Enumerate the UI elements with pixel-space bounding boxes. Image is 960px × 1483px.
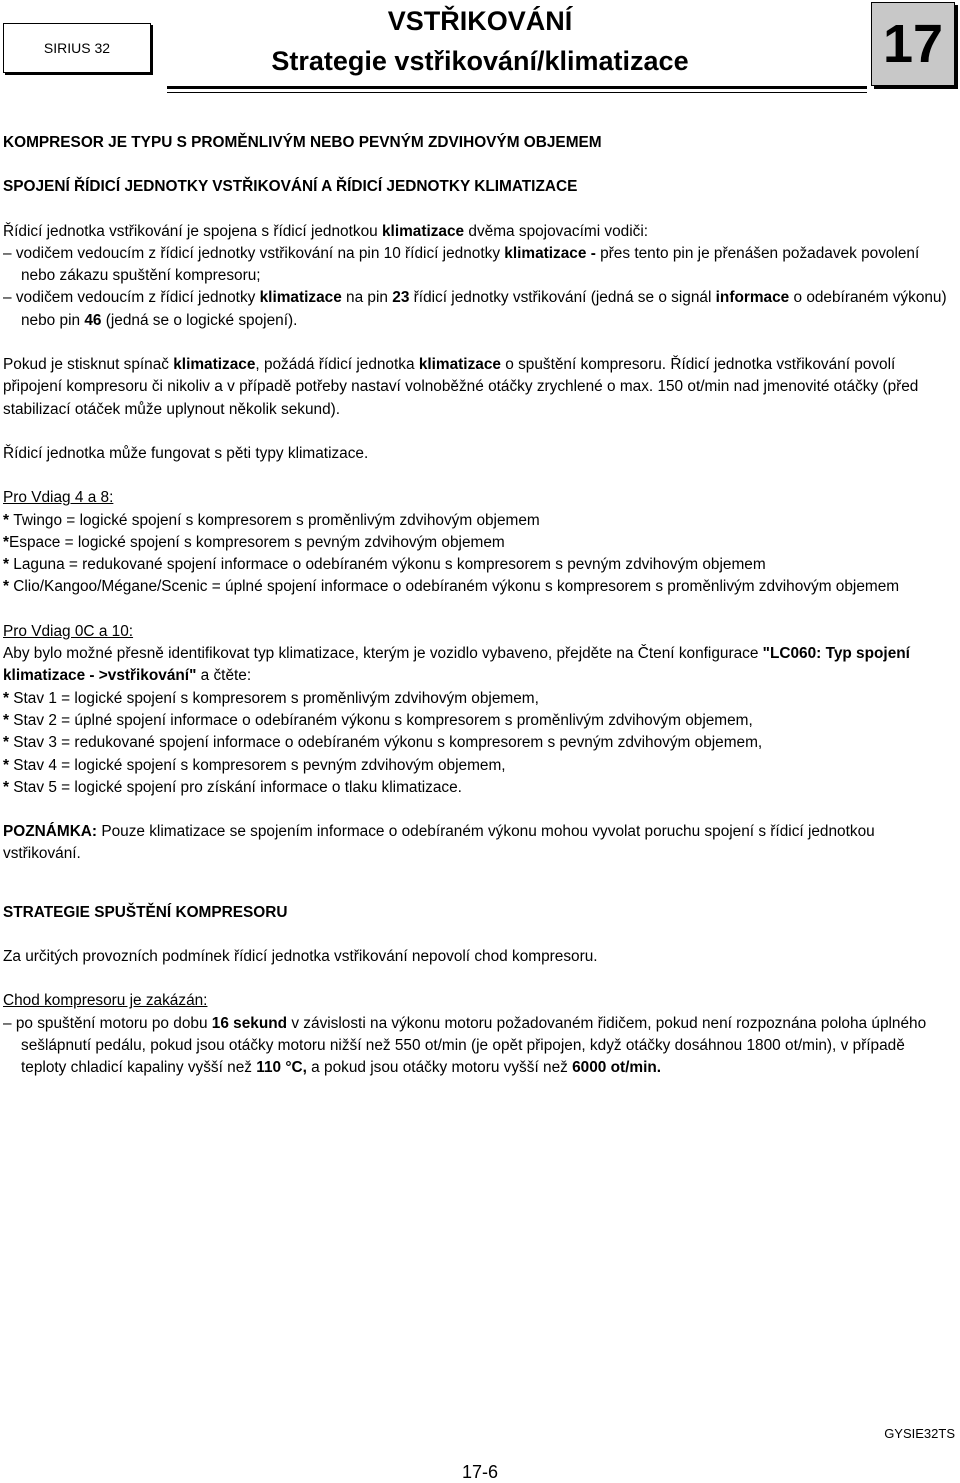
heading-compressor-type: KOMPRESOR JE TYPU S PROMĚNLIVÝM NEBO PEVNÝM ZDVIHOVÝM OBJEMEM [3, 134, 602, 151]
vdiag-0c-10-title: Pro Vdiag 0C a 10: [3, 622, 134, 640]
list-item: * Twingo = logické spojení s kompresorem s proměnlivým zdvihovým objemem [3, 511, 540, 529]
header-rule-thick [167, 86, 867, 89]
forbidden-item: – po spuštění motoru po dobu 16 sekund v závislosti na výkonu motoru požadovaném řidičem, pokud není rozpoznána poloha úplného sešlápnutí pedálu, pokud jsou otáčky motoru nižší než 550 ot/min (je opět připojen, když otáčky dosáhnou 1800 ot/min), v případě teploty chladicí kapaliny vyšší než 110 °C, a pokud jsou otáčky motoru vyšší než 6000 ot/min. [3, 1014, 927, 1077]
wire-item-2: – vodičem vedoucím z řídicí jednotky klimatizace na pin 23 řídicí jednotky vstřikování (jedná se o signál informace o odebíraném výkonu) nebo pin 46 (jedná se o logické spojení). [3, 289, 947, 329]
intro-paragraph: Řídicí jednotka vstřikování je spojena s řídicí jednotkou klimatizace dvěma spojovacími vodiči: [3, 222, 649, 240]
wire-item-1: – vodičem vedoucím z řídicí jednotky vstřikování na pin 10 řídicí jednotky klimatizace - přes tento pin je přenášen požadavek povolení nebo zákazu spuštění kompresoru; [3, 244, 920, 285]
chapter-number-box [871, 2, 955, 86]
note-label: POZNÁMKA: [3, 823, 98, 841]
heading-start-strategy: STRATEGIE SPUŠTĚNÍ KOMPRESORU [3, 903, 288, 921]
heading-ecu-connection: SPOJENÍ ŘÍDICÍ JEDNOTKY VSTŘIKOVÁNÍ A ŘÍDICÍ JEDNOTKY KLIMATIZACE [3, 178, 578, 196]
five-types-paragraph: Řídicí jednotka může fungovat s pěti typy klimatizace. [3, 444, 369, 462]
note-paragraph: POZNÁMKA: Pouze klimatizace se spojením informace o odebíraném výkonu mohou vyvolat poruchu spojení s řídicí jednotkou vstřikování. [3, 823, 875, 863]
list-item: * Stav 4 = logické spojení s kompresorem s pevným zdvihovým objemem, [3, 756, 506, 774]
list-item: * Clio/Kangoo/Mégane/Scenic = úplné spojení informace o odebíraném výkonu s kompresorem s proměnlivým zdvihovým objemem [3, 578, 900, 596]
list-item: * Stav 3 = redukované spojení informace o odebíraném výkonu s kompresorem s pevným zdvihovým objemem, [3, 734, 763, 752]
document-body [3, 132, 953, 1080]
vdiag-0c-intro: Aby bylo možné přesně identifikovat typ klimatizace, kterým je vozidlo vybaveno, přejděte na Čtení konfigurace "LC060: Typ spojení klimatizace - >vstřikování" a čtěte: [3, 645, 910, 685]
forbidden-title: Chod kompresoru je zakázán: [3, 992, 208, 1010]
section-title: VSTŘIKOVÁNÍ [387, 6, 573, 36]
list-item: *Espace = logické spojení s kompresorem s pevným zdvihovým objemem [3, 533, 505, 551]
list-item: * Stav 5 = logické spojení pro získání informace o tlaku klimatizace. [3, 778, 462, 796]
conditions-paragraph: Za určitých provozních podmínek řídicí jednotka vstřikování nepovolí chod kompresoru. [3, 948, 598, 966]
header-rule-thin [167, 92, 867, 93]
switch-paragraph: Pokud je stisknut spínač klimatizace, požádá řídicí jednotka klimatizace o spuštění kompresoru. Řídicí jednotka vstřikování povolí připojení kompresoru či nikoliv a v případě potřeby nastaví volnoběžné otáčky zrychlené o max. 150 ot/min nad jmenovité otáčky (před stabilizací otáček může uplynout několik sekund). [3, 356, 919, 418]
vdiag-4-8-title: Pro Vdiag 4 a 8: [3, 489, 114, 507]
list-item: * Stav 1 = logické spojení s kompresorem s proměnlivým zdvihovým objemem, [3, 689, 539, 707]
model-label: SIRIUS 32 [43, 40, 111, 56]
list-item: * Stav 2 = úplné spojení informace o odebíraném výkonu s kompresorem s proměnlivým zdvihovým objemem, [3, 711, 753, 729]
page-title: Strategie vstřikování/klimatizace [271, 46, 689, 76]
document-code: GYSIE32TS [884, 1426, 955, 1441]
model-label-box [3, 23, 151, 73]
list-item: * Laguna = redukované spojení informace o odebíraném výkonu s kompresorem s pevným zdvihovým objemem [3, 556, 766, 574]
page-number: 17-6 [461, 1462, 499, 1482]
chapter-number: 17 [882, 14, 944, 74]
